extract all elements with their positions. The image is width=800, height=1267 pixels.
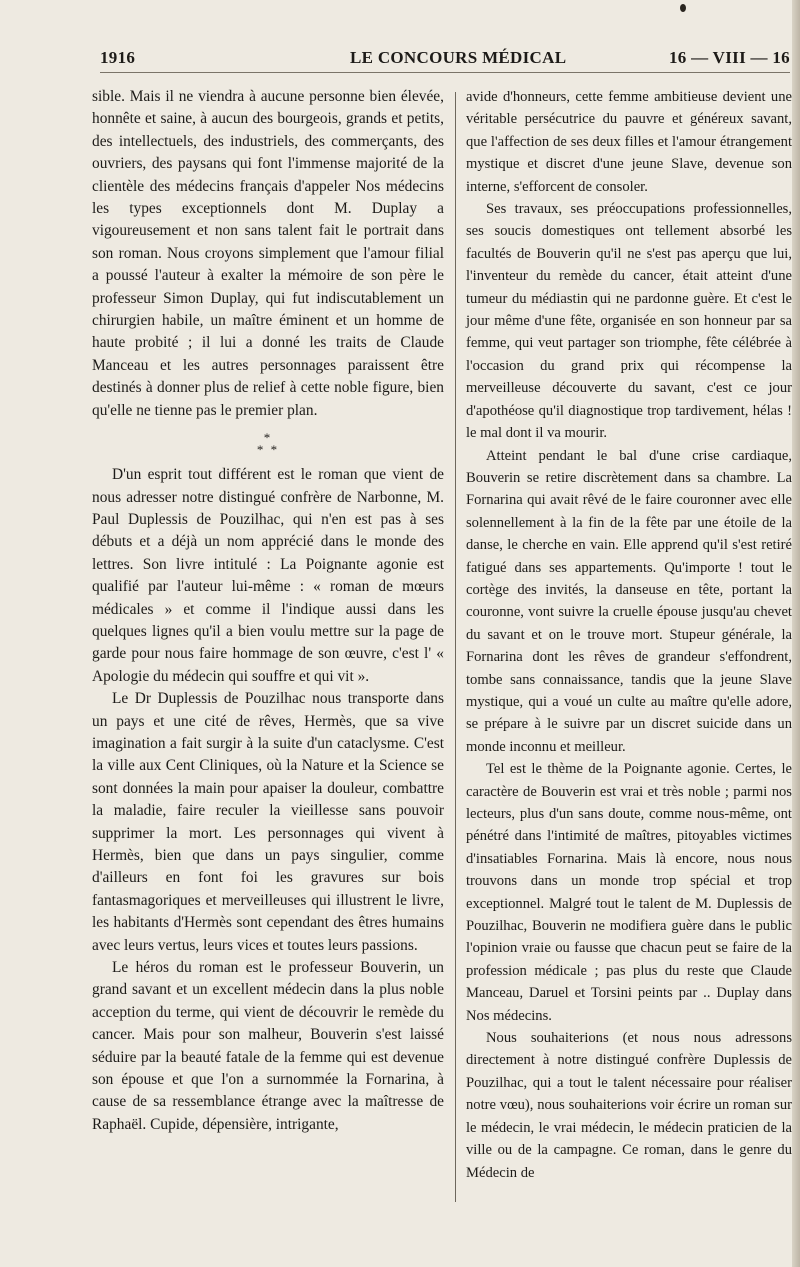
left-column: [92, 86, 444, 1136]
page-edge-shadow: [792, 0, 800, 1267]
header-year: 1916: [100, 48, 136, 67]
left-paragraph-2: D'un esprit tout différent est le roman que vient de nous adresser notre distingué confrère de Narbonne, M. Paul Duplessis de Pouzilhac, qui n'en est pas à ses débuts et a déjà un nom apprécié dans le monde des lettres. Son livre intitulé : La Poignante agonie est qualifié par l'auteur lui-même : « roman de mœurs médicales » et comme il l'indique aussi dans les quelques lignes qu'il a bien voulu mettre sur la page de garde pour nous faire hommage de son œuvre, c'est l' « Apologie du médecin qui souffre et qui vit ».: [92, 466, 444, 685]
page-header: [100, 44, 790, 72]
right-paragraph-3: Atteint pendant le bal d'une crise cardiaque, Bouverin se retire discrètement dans sa chambre. La Fornarina qui avait rêvé de le faire couronner avec elle solennellement à la fin de la fête par une étoile de la danse, le cherche en vain. Elle apprend qu'il s'est retiré fatigué dans ses appartements. Qu'importe ! tout le cortège des invités, la danseuse en tête, portant la couronne, vont suivre la cruelle épouse jusqu'au chevet du savant et on le trouve mort. Stupeur générale, la Fornarina dont les rêves de grandeur s'effondrent, tombe sans connaissance, tandis que la jeune Slave mystique, qui a voué un culte au maître qu'elle adore, se prépare à le suivre par un discret suicide dans un monde inconnu et meilleur.: [466, 447, 792, 755]
left-paragraph-1: sible. Mais il ne viendra à aucune personne bien élevée, honnête et saine, à aucun des bourgeois, grands et petits, des intellectuels, des industriels, des commerçants, des ouvriers, des paysans qui font l'immense majorité de la clientèle des médecins français d'appeler Nos médecins les types exceptionnels dont M. Duplay a vigoureusement et non sans talent fait le portrait dans son roman. Nous croyons simplement que l'amour filial a poussé l'auteur à exalter la mémoire de son père le professeur Simon Duplay, qui fut indiscutablement un chirurgien habile, un maître éminent et un homme de haute probité ; il lui a donné les traits de Claude Manceau et les autres personnages paraissent être destinés à donner plus de relief à cette noble figure, bien qu'elle ne tienne pas le premier plan.: [92, 88, 444, 419]
section-separator-stars: [92, 432, 444, 456]
right-paragraph-2: Ses travaux, ses préoccupations professionnelles, ses soucis domestiques ont tellement absorbé les facultés de Bouverin qu'il ne s'est pas aperçu que lui, l'inventeur du remède du cancer, était atteint d'une tumeur du médiastin qui ne pardonne guère. Et c'est le jour même d'une fête, organisée en son honneur par sa femme, qui veut partager son triomphe, fête célébrée à l'occasion du grand prix qui récompense la merveilleuse découverte du savant, c'est ce jour d'apothéose qu'il diagnostique trop tardivement, hélas ! le mal dont il va mourir.: [466, 201, 792, 442]
left-paragraph-4: Le héros du roman est le professeur Bouverin, un grand savant et un excellent médecin dans la plus noble acception du terme, qui vient de découvrir le remède du cancer. Mais pour son malheur, Bouverin s'est laissé séduire par la beauté fatale de la femme qui est devenue son épouse et que l'on a surnommée la Fornarina, à cause de sa ressemblance étrange avec la maîtresse de Raphaël. Cupide, dépensière, intrigante,: [92, 959, 444, 1133]
right-column: [466, 86, 792, 1184]
right-paragraph-5: Nous souhaiterions (et nous nous adressons directement à notre distingué confrère Duplessis de Pouzilhac, qui a tout le talent nécessaire pour réaliser notre vœu), nous souhaiterions voir écrire un roman sur le médecin, le vrai médecin, le médecin praticien de la ville ou de la campagne. Ce roman, dans le genre du Médecin de: [466, 1030, 792, 1181]
header-journal-title: LE CONCOURS MÉDICAL: [350, 48, 567, 67]
stars-top: *: [263, 430, 273, 446]
right-paragraph-1: avide d'honneurs, cette femme ambitieuse devient une véritable persécutrice du pauvre et généreux savant, que l'affection de ses deux filles et l'amour étrangement mystique et discret d'une jeune Slave, devenue son interne, s'efforcent de consoler.: [466, 89, 792, 195]
column-divider: [455, 92, 456, 1202]
left-paragraph-3: Le Dr Duplessis de Pouzilhac nous transporte dans un pays et une cité de rêves, Hermès, que sa vive imagination a fait surgir à la suite d'un cataclysme. C'est la ville aux Cent Cliniques, où la Nature et la Science se sont données la main pour apaiser la douleur, combattre la maladie, faire reculer la vieillesse sans pouvoir supprimer la mort. Les personnages qui vivent à Hermès, bien que dans un pays singulier, comme d'ailleurs en font foi les gravures sur bois fantasmagoriques et merveilleuses qui illustrent le livre, les habitants d'Hermès sont cependant des êtres humains avec leurs vertus, leurs vices et toutes leurs passions.: [92, 690, 444, 954]
ink-speck: [680, 4, 686, 12]
header-rule: [100, 72, 790, 73]
right-paragraph-4: Tel est le thème de la Poignante agonie. Certes, le caractère de Bouverin est vrai et très noble ; parmi nos lecteurs, plus d'un sans doute, comme nous-même, ont pénétré dans l'intimité de maîtres, pitoyables victimes d'insatiables Fornarina. Mais là encore, nous nous trouvons dans un monde trop spécial et trop exceptionnel. Malgré tout le talent de M. Duplessis de Pouzilhac, Bouverin ne modifiera guère dans le public l'opinion vraie ou fausse que chacun peut se faire de la profession médicale ; pas plus du reste que Claude Manceau, Daruel et Torsini peints par .. Duplay dans Nos médecins.: [466, 761, 792, 1024]
header-date: 16 — VIII — 16: [668, 48, 790, 67]
stars-bottom: * *: [256, 442, 280, 458]
